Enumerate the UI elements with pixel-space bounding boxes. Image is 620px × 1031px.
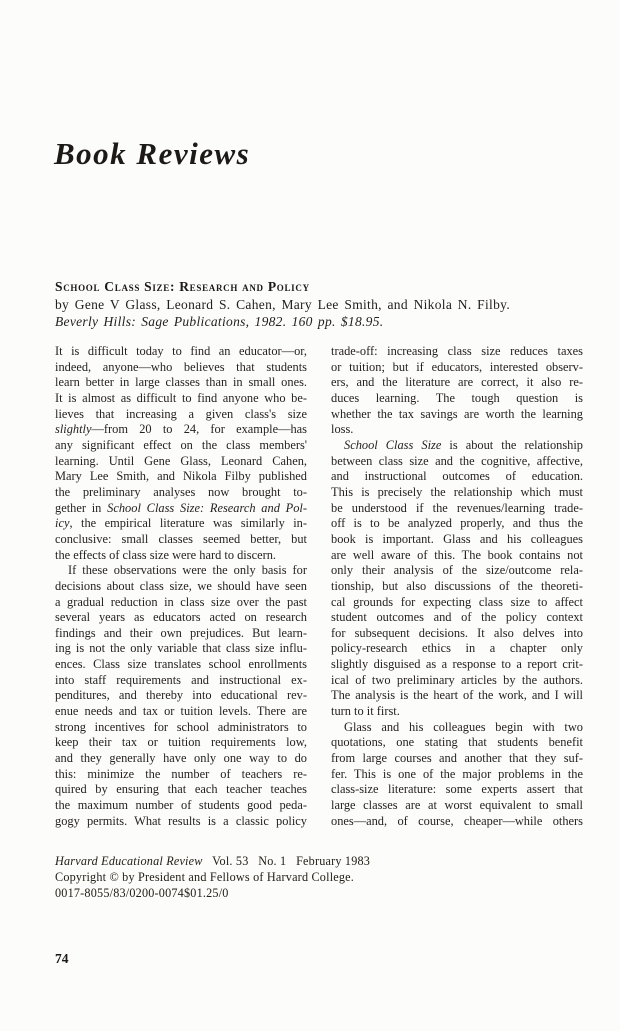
text-line: indeed, anyone—who believes that students: [55, 359, 307, 374]
text-line: slightly disguised as a response to a report crit-: [331, 657, 583, 672]
right-column: [331, 344, 583, 829]
text-line: or tuition; but if educators, interested observ-: [331, 359, 583, 374]
footer-line: 0017-8055/83/0200-0074$01.25/0: [55, 885, 229, 900]
body-text-columns: [55, 344, 583, 829]
text-line: ones—and, of course, cheaper—while others: [331, 813, 583, 828]
text-line: loss.: [331, 422, 354, 437]
text-line: slightly—from 20 to 24, for example—has: [55, 422, 307, 437]
text-line: cal grounds for expecting class size to affect: [331, 594, 583, 609]
left-column: [55, 344, 307, 829]
text-line: icy, the empirical literature was similarly in-: [55, 516, 307, 531]
text-line: learn better in large classes than in small ones.: [55, 375, 307, 390]
text-line: ences. Class size translates school enrollments: [55, 657, 307, 672]
text-line: from large courses and another that they suf-: [331, 751, 583, 766]
book-title: School Class Size: Research and Policy: [55, 279, 310, 294]
text-line: gether in School Class Size: Research and Pol-: [55, 500, 308, 515]
text-line: the preliminary analyses now brought to-: [55, 484, 307, 499]
text-line: between class size and the cognitive, affective,: [331, 453, 583, 468]
text-line: strong incentives for school administrators to: [55, 719, 307, 734]
text-line: several years as educators acted on research: [55, 610, 307, 625]
text-line: tionship, but also discussions of the theoreti-: [331, 578, 583, 593]
text-line: duces learning. The tough question is: [331, 390, 583, 405]
text-line: a gradual reduction in class size over the past: [55, 594, 307, 609]
footer-line: Harvard Educational Review Vol. 53 No. 1 February 1983: [55, 854, 371, 868]
text-line: findings and their own prejudices. But learn-: [55, 625, 307, 640]
text-line: If these observations were the only basis for: [68, 563, 307, 578]
text-line: decisions about class size, we should have seen: [55, 578, 307, 593]
book-authors: by Gene V Glass, Leonard S. Cahen, Mary Lee Smith, and Nikola N. Filby.: [55, 296, 510, 312]
text-line: Mary Lee Smith, and Nikola Filby published: [55, 469, 307, 484]
page-title: Book Reviews: [54, 136, 251, 171]
text-line: lieves that increasing a given class's size: [55, 406, 307, 421]
text-line: be understood if the revenues/learning trade-: [331, 500, 583, 515]
text-line: for subsequent decisions. It also delves into: [331, 625, 583, 640]
text-line: Glass and his colleagues begin with two: [344, 719, 583, 734]
text-line: ing is not the only variable that class size influ-: [55, 641, 307, 656]
text-line: this: minimize the number of teachers re-: [55, 766, 307, 781]
text-line: This is precisely the relationship which must: [331, 484, 583, 499]
text-line: keep their tax or tuition requirements low,: [55, 735, 307, 750]
text-line: quired by ensuring that each teacher teaches: [55, 782, 307, 797]
text-line: ical of two preliminary articles by the authors.: [331, 672, 583, 687]
text-line: It is difficult today to find an educator—or,: [55, 344, 307, 358]
text-line: The analysis is the heart of the work, and I will: [331, 688, 583, 703]
text-line: any significant effect on the class members': [55, 437, 307, 452]
text-line: enue needs and tax or tuition levels. There are: [55, 704, 307, 719]
text-line: are well aware of this. The book contains not: [331, 547, 583, 562]
text-line: only their analysis of the size/outcome rela-: [331, 563, 583, 578]
text-line: School Class Size is about the relationship: [344, 437, 583, 452]
text-line: policy-research ethics in a chapter only: [331, 641, 583, 656]
text-line: off is to be analyzed properly, and thus the: [331, 516, 583, 531]
text-line: It is almost as difficult to find anyone who be-: [55, 390, 307, 405]
text-line: learning. Until Gene Glass, Leonard Cahen,: [55, 453, 307, 468]
text-line: book is important. Glass and his colleagues: [331, 531, 583, 546]
review-heading: [55, 278, 585, 331]
text-line: gogy permits. What results is a classic policy: [55, 813, 307, 828]
text-line: and instructional outcomes of education.: [331, 469, 583, 484]
text-line: whether the tax savings are worth the learning: [331, 406, 583, 421]
text-line: the effects of class size were hard to discern.: [55, 547, 276, 562]
text-line: trade-off: increasing class size reduces taxes: [331, 344, 583, 358]
text-line: student outcomes and of the policy context: [331, 610, 583, 625]
text-line: large classes are at worst equivalent to small: [331, 798, 583, 813]
book-publication-info: Beverly Hills: Sage Publications, 1982. 160 pp. $18.95.: [55, 314, 384, 330]
text-line: and they generally have only one way to do: [55, 751, 307, 766]
footer-line: Copyright © by President and Fellows of Harvard College.: [55, 869, 355, 884]
journal-footer: [55, 854, 475, 901]
text-line: the maximum number of students good peda-: [55, 798, 307, 813]
text-line: ers, and the literature are correct, it also re-: [331, 375, 583, 390]
text-line: conclusive: small classes seemed better, but: [55, 531, 307, 546]
text-line: fer. This is one of the major problems in the: [331, 766, 583, 781]
text-line: turn to it first.: [331, 704, 400, 719]
page-number: 74: [55, 951, 69, 966]
text-line: class-size literature: some experts assert that: [331, 782, 583, 797]
text-line: quotations, one stating that students benefit: [331, 735, 583, 750]
text-line: penditures, and thereby into educational rev-: [55, 688, 307, 703]
text-line: into staff requirements and instructional ex-: [55, 672, 307, 687]
